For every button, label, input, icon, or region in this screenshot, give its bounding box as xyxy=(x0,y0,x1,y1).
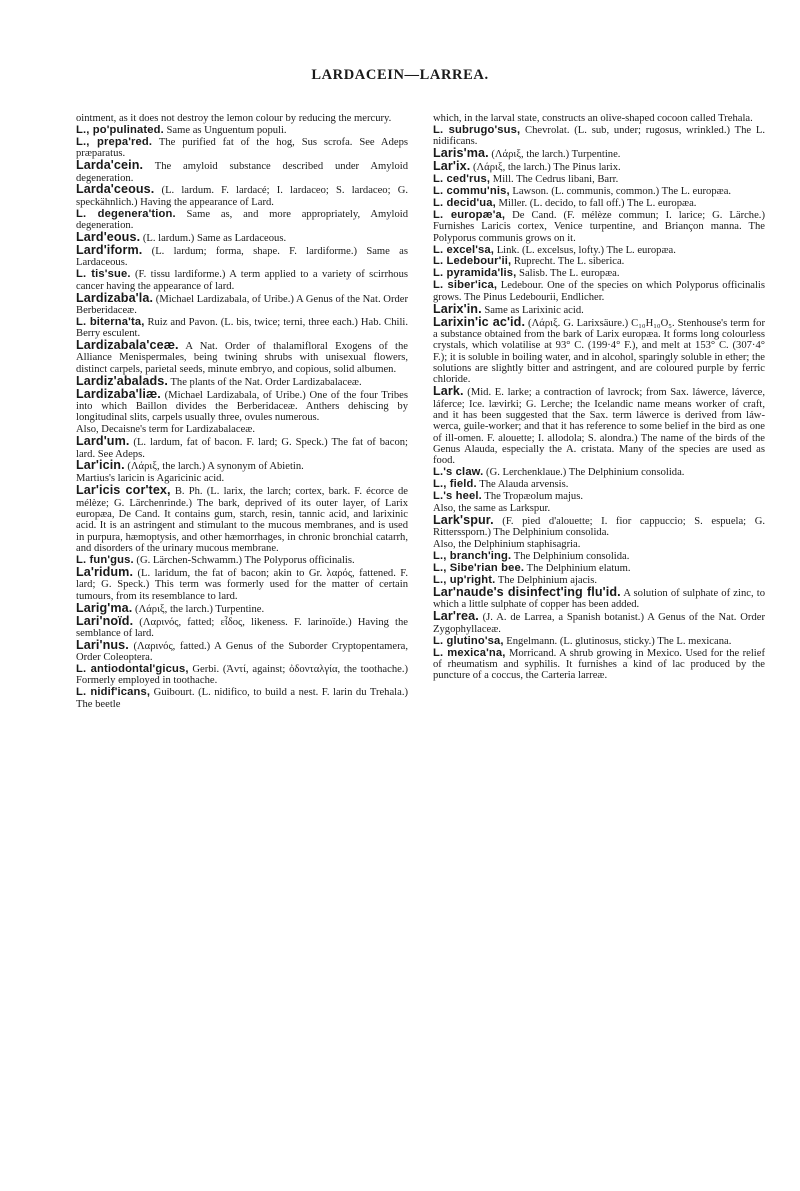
entry-definition: Same as Larixinic acid. xyxy=(481,304,584,316)
entry-definition: (J. A. de Larrea, a Spanish botanist.) A Genus of the Nat. Order Zygophyllaceæ. xyxy=(433,612,765,635)
entry-definition: Lawson. (L. communis, common.) The L. europæa. xyxy=(509,186,732,198)
dictionary-entry xyxy=(76,460,408,472)
entry-headword: Lard'eous. xyxy=(76,230,141,244)
entry-headword: L. antiodontal'gicus, xyxy=(76,663,189,676)
entry-definition: De Cand. (F. mélèze commun; I. larice; G. Lärche.) Furnishes Laricis cortex, Venice turpentine, and Briançon manna. The Polyporus communis grows on it. xyxy=(433,209,765,244)
entry-headword: Lardiz'abalads. xyxy=(76,373,168,388)
dictionary-entry xyxy=(76,687,408,710)
entry-definition: B. Ph. (L. larix, the larch; cortex, bark. F. écorce de mélèze; G. Lärchenrinde.) The bark, deprived of its outer layer, of Larix europæa, De Cand. It contains gum, starch, resin, tannic acid, and larixinic acid. It is an astringent and stimulant to the mucous membranes, and is used in purpura, hæmoptysis, and other hæmorrhages, in chronic bronchial catarrh, and disorders of the urinary mucous membrane. xyxy=(76,486,408,555)
dictionary-entry xyxy=(433,611,765,635)
entry-headword: Lari'noïd. xyxy=(76,613,134,628)
entry-headword: Larixin'ic ac'id. xyxy=(433,314,526,329)
entry-definition: A Nat. Order of thalamifloral Exogens of the Alliance Menispermales, being twining shrubs with unisexual flowers, distinct carpels, parietal seeds, minute embryo, and copious, solid albumen. xyxy=(76,341,408,375)
dictionary-entry xyxy=(433,491,765,502)
entry-definition: Chevrolat. (L. sub, under; rugosus, wrinkled.) The L. nidificans. xyxy=(433,124,765,148)
entry-definition: (Λάριξ, the larch.) Turpentine. xyxy=(488,149,621,161)
entry-definition: (L. lardum. F. lardacé; I. lardaceo; S. lardaceo; G. speckähnlich.) Having the appearance of Lard. xyxy=(76,185,408,208)
entry-headword: Larix'in. xyxy=(433,301,482,316)
entry-headword: L. degenera'tion. xyxy=(76,207,176,220)
entry-headword: Lark. xyxy=(433,384,464,399)
entry-definition: Gerbi. (Ἀντί, against; ὀδονταλγία, the toothache.) Formerly employed in toothache. xyxy=(76,664,408,687)
entry-definition: Ruprecht. The L. siberica. xyxy=(511,256,625,268)
entry-headword: L. tis'sue. xyxy=(76,268,131,281)
entry-headword: L. europæ'a, xyxy=(433,208,506,221)
entry-headword: Lar'icin. xyxy=(76,458,125,473)
entry-headword: Lardizabala'ceæ. xyxy=(76,338,179,353)
entry-headword: Lari'nus. xyxy=(76,637,129,652)
dictionary-entry xyxy=(433,314,765,386)
dictionary-entry xyxy=(433,148,765,160)
entry-definition: The plants of the Nat. Order Lardizabalaceæ. xyxy=(167,376,362,388)
entry-headword: L. commu'nis, xyxy=(433,185,510,198)
entry-headword: L. glutino'sa, xyxy=(433,634,504,647)
entry-definition: Ledebour. One of the species on which Polyporus officinalis grows. The Pinus Ledebourii, Endlicher. xyxy=(433,280,765,303)
entry-definition: (G. Lärchen-Schwamm.) The Polyporus officinalis. xyxy=(133,555,355,566)
dictionary-entry xyxy=(433,467,765,478)
entry-definition: (Λαρινός, fatted.) A Genus of the Suborder Cryptopentamera, Order Coleoptera. xyxy=(76,640,408,664)
entry-headword: L. ced'rus, xyxy=(433,173,491,186)
dictionary-entry xyxy=(76,209,408,232)
dictionary-entry xyxy=(76,242,408,269)
dictionary-entry xyxy=(76,113,408,124)
entry-definition: Martius's laricin is Agaricinic acid. xyxy=(76,473,225,485)
entry-headword: L., field. xyxy=(433,478,477,491)
dictionary-entry xyxy=(433,636,765,647)
entry-headword: L. mexica'na, xyxy=(433,646,506,659)
dictionary-entry xyxy=(76,485,408,554)
dictionary-entry xyxy=(76,386,408,424)
entry-headword: Lardizaba'liæ. xyxy=(76,386,161,401)
entry-definition: The Tropæolum majus. xyxy=(481,491,583,503)
entry-headword: Lar'naude's disinfect'ing flu'id. xyxy=(433,585,621,599)
dictionary-entry xyxy=(433,386,765,466)
entry-definition: Mill. The Cedrus libani, Barr. xyxy=(490,174,619,186)
entry-headword: L., up'right. xyxy=(433,574,496,587)
entry-definition: Engelmann. (L. glutinosus, sticky.) The L. mexicana. xyxy=(503,635,732,647)
entry-definition: (Mid. E. larke; a contraction of lavrock; from Sax. láwerce, láverce, láferce; Ice. lævirki; G. Lerche; the Icelandic name means worker of craft, and it has been suggested that the Sax. term láwerce is derived from láw-werca, guile-worker; and that it has reference to some belief in the bird as one of ill-omen. F. alouette; I. allodola; S. alondra.) The name of the birds of the Genus Alauda, especially the A. cristata. Many of the species are used as food. xyxy=(433,387,765,467)
entry-definition: (F. pied d'alouette; I. fior cappuccio; S. espuela; G. Ritterssporn.) The Delphinium consolida. xyxy=(433,515,765,539)
running-head: LARDACEIN—LARREA. xyxy=(311,67,489,83)
dictionary-entry xyxy=(76,160,408,184)
entry-definition: Miller. (L. decido, to fall off.) The L. europæa. xyxy=(495,197,697,209)
entry-definition: (L. lardum; forma, shape. F. lardiforme.) Same as Lardaceous. xyxy=(76,245,408,269)
entry-headword: L. Ledebour'ii, xyxy=(433,255,512,268)
entry-headword: Larig'ma. xyxy=(76,600,133,615)
entry-definition: (G. Lerchenklaue.) The Delphinium consolida. xyxy=(483,467,685,479)
entry-definition: Link. (L. excelsus, lofty.) The L. europæa. xyxy=(494,244,676,256)
entry-headword: L. excel'sa, xyxy=(433,243,495,256)
entry-definition: The Delphinium elatum. xyxy=(524,563,631,575)
left-column xyxy=(76,113,408,711)
entry-definition: The Alauda arvensis. xyxy=(476,479,569,491)
entry-definition: Also, the same as Larkspur. xyxy=(433,503,551,515)
dictionary-entry xyxy=(433,563,765,574)
entry-headword: Larda'cein. xyxy=(76,158,144,173)
entry-definition: (Michael Lardizabala, of Uribe.) A Genus of the Nat. Order Berberidaceæ. xyxy=(76,293,408,316)
dictionary-entry xyxy=(76,564,408,602)
entry-headword: L. fun'gus. xyxy=(76,554,134,566)
dictionary-entry xyxy=(433,210,765,244)
dictionary-entry xyxy=(433,161,765,173)
entry-headword: L., Sibe'rian bee. xyxy=(433,562,525,575)
entry-headword: Larda'ceous. xyxy=(76,182,155,197)
dictionary-entry xyxy=(433,648,765,682)
entry-definition: which, in the larval state, constructs an olive-shaped cocoon called Trehala. xyxy=(433,113,753,124)
entry-definition: Same as, and more appropriately, Amyloid degeneration. xyxy=(76,208,408,232)
entry-definition: The purified fat of the hog, Sus scrofa. See Adeps præparatus. xyxy=(76,136,408,160)
entry-headword: Lard'iform. xyxy=(76,242,143,257)
entry-headword: Lark'spur. xyxy=(433,512,494,527)
dictionary-entry xyxy=(433,245,765,256)
entry-headword: L. biterna'ta, xyxy=(76,315,145,328)
dictionary-entry xyxy=(433,174,765,185)
entry-headword: Laris'ma. xyxy=(433,146,489,161)
dictionary-entry xyxy=(433,587,765,611)
entry-definition: (L. lardum.) Same as Lardaceous. xyxy=(140,233,287,244)
entry-headword: L.'s claw. xyxy=(433,466,484,479)
entry-definition: (Λάριξ, the larch.) A synonym of Abietin. xyxy=(124,461,304,473)
entry-headword: La'ridum. xyxy=(76,564,134,579)
entry-headword: L., prepa'red. xyxy=(76,135,153,148)
entry-definition: (Λάριξ, the larch.) Turpentine. xyxy=(132,603,265,615)
entry-headword: L. siber'ica, xyxy=(433,279,498,292)
dictionary-entry xyxy=(433,113,765,124)
entry-headword: Lar'rea. xyxy=(433,609,479,624)
dictionary-entry xyxy=(433,539,765,550)
entry-headword: Lar'icis cor'tex, xyxy=(76,483,171,498)
entry-definition: Guibourt. (L. nidifico, to build a nest. F. larin du Trehala.) The beetle xyxy=(76,687,408,710)
entry-headword: L. nidif'icans, xyxy=(76,686,151,699)
entry-definition: Also, the Delphinium staphisagria. xyxy=(433,539,581,551)
entry-definition: (L. laridum, the fat of bacon; akin to Gr. λαρός, fattened. F. lard; G. Speck.) This term was formerly used for the matter of certain tumours, from its resemblance to lard. xyxy=(76,567,408,602)
entry-headword: L., po'pulinated. xyxy=(76,123,164,136)
dictionary-entry xyxy=(76,340,408,375)
dictionary-entry xyxy=(76,613,408,640)
entry-definition: ointment, as it does not destroy the lemon colour by reducing the mercury. xyxy=(76,113,392,124)
dictionary-entry xyxy=(433,198,765,209)
dictionary-entry xyxy=(433,125,765,148)
entry-definition: Morricand. A shrub growing in Mexico. Used for the relief of rheumatism and syphilis. It furnishes a kind of lac produced by the puncture of a coccus, the Carteria larreæ. xyxy=(433,647,765,682)
entry-headword: Lar'ix. xyxy=(433,159,471,174)
dictionary-entry xyxy=(433,512,765,539)
dictionary-entry xyxy=(76,269,408,292)
dictionary-entry xyxy=(433,479,765,490)
dictionary-entry xyxy=(76,317,408,340)
dictionary-entry xyxy=(76,436,408,460)
entry-definition: Salisb. The L. europæa. xyxy=(516,268,620,280)
entry-definition: (Λάριξ. G. Larixsäure.) C₁₀H₁₀O₅. Stenhouse's term for a substance obtained from the bark of Larix europæa. It forms long colourless crystals, which volatilise at 93° C. (199·4° F.), and melt at 153° C. (307·4° F.); it is soluble in boiling water, and in alcohol, sparingly soluble in ether; the solutions are slightly bitter and astringent, and are coloured purple by ferric chloride. xyxy=(433,317,765,386)
dictionary-entry xyxy=(76,184,408,208)
entry-definition: Same as Unguentum populi. xyxy=(163,124,287,136)
entry-definition: (Λάριξ, the larch.) The Pinus larix. xyxy=(470,162,621,174)
dictionary-entry xyxy=(76,664,408,687)
dictionary-entry xyxy=(433,186,765,197)
entry-definition: (Λαρινός, fatted; εἶδος, likeness. F. larinoïde.) Having the semblance of lard. xyxy=(76,616,408,639)
dictionary-entry xyxy=(76,290,408,317)
dictionary-entry xyxy=(433,256,765,267)
entry-definition: (F. tissu lardiforme.) A term applied to a variety of scirrhous cancer having the appearance of lard. xyxy=(76,269,408,292)
entry-definition: The Delphinium ajacis. xyxy=(495,575,598,587)
entry-headword: Lardizaba'la. xyxy=(76,290,154,305)
dictionary-entry xyxy=(76,637,408,664)
entry-headword: Lard'um. xyxy=(76,434,130,449)
entry-headword: L. decid'ua, xyxy=(433,196,496,209)
entry-headword: L., branch'ing. xyxy=(433,550,512,563)
entry-definition: (L. lardum, fat of bacon. F. lard; G. Speck.) The fat of bacon; lard. See Adeps. xyxy=(76,437,408,460)
right-column xyxy=(433,113,765,682)
entry-definition: The amyloid substance described under Amyloid degeneration. xyxy=(76,161,408,184)
entry-headword: L. subrugo'sus, xyxy=(433,123,521,136)
entry-headword: L.'s heel. xyxy=(433,490,482,503)
dictionary-entry xyxy=(76,125,408,136)
entry-definition: Also, Decaisne's term for Lardizabalaceæ. xyxy=(76,424,255,436)
entry-definition: A solution of sulphate of zinc, to which a little sulphate of copper has been added. xyxy=(433,588,765,611)
dictionary-entry xyxy=(433,268,765,279)
entry-definition: (Michael Lardizabala, of Uribe.) One of the four Tribes into which Baillon divides the Berberidaceæ. Anthers dehiscing by longitudinal slits, carpels usually three, ovules numerous. xyxy=(76,389,408,424)
entry-definition: The Delphinium consolida. xyxy=(511,551,630,563)
dictionary-entry xyxy=(433,280,765,303)
dictionary-entry xyxy=(433,551,765,562)
entry-definition: Ruiz and Pavon. (L. bis, twice; terni, three each.) Hab. Chili. Berry esculent. xyxy=(76,316,408,340)
dictionary-entry xyxy=(76,137,408,160)
entry-headword: L. pyramida'lis, xyxy=(433,267,517,280)
